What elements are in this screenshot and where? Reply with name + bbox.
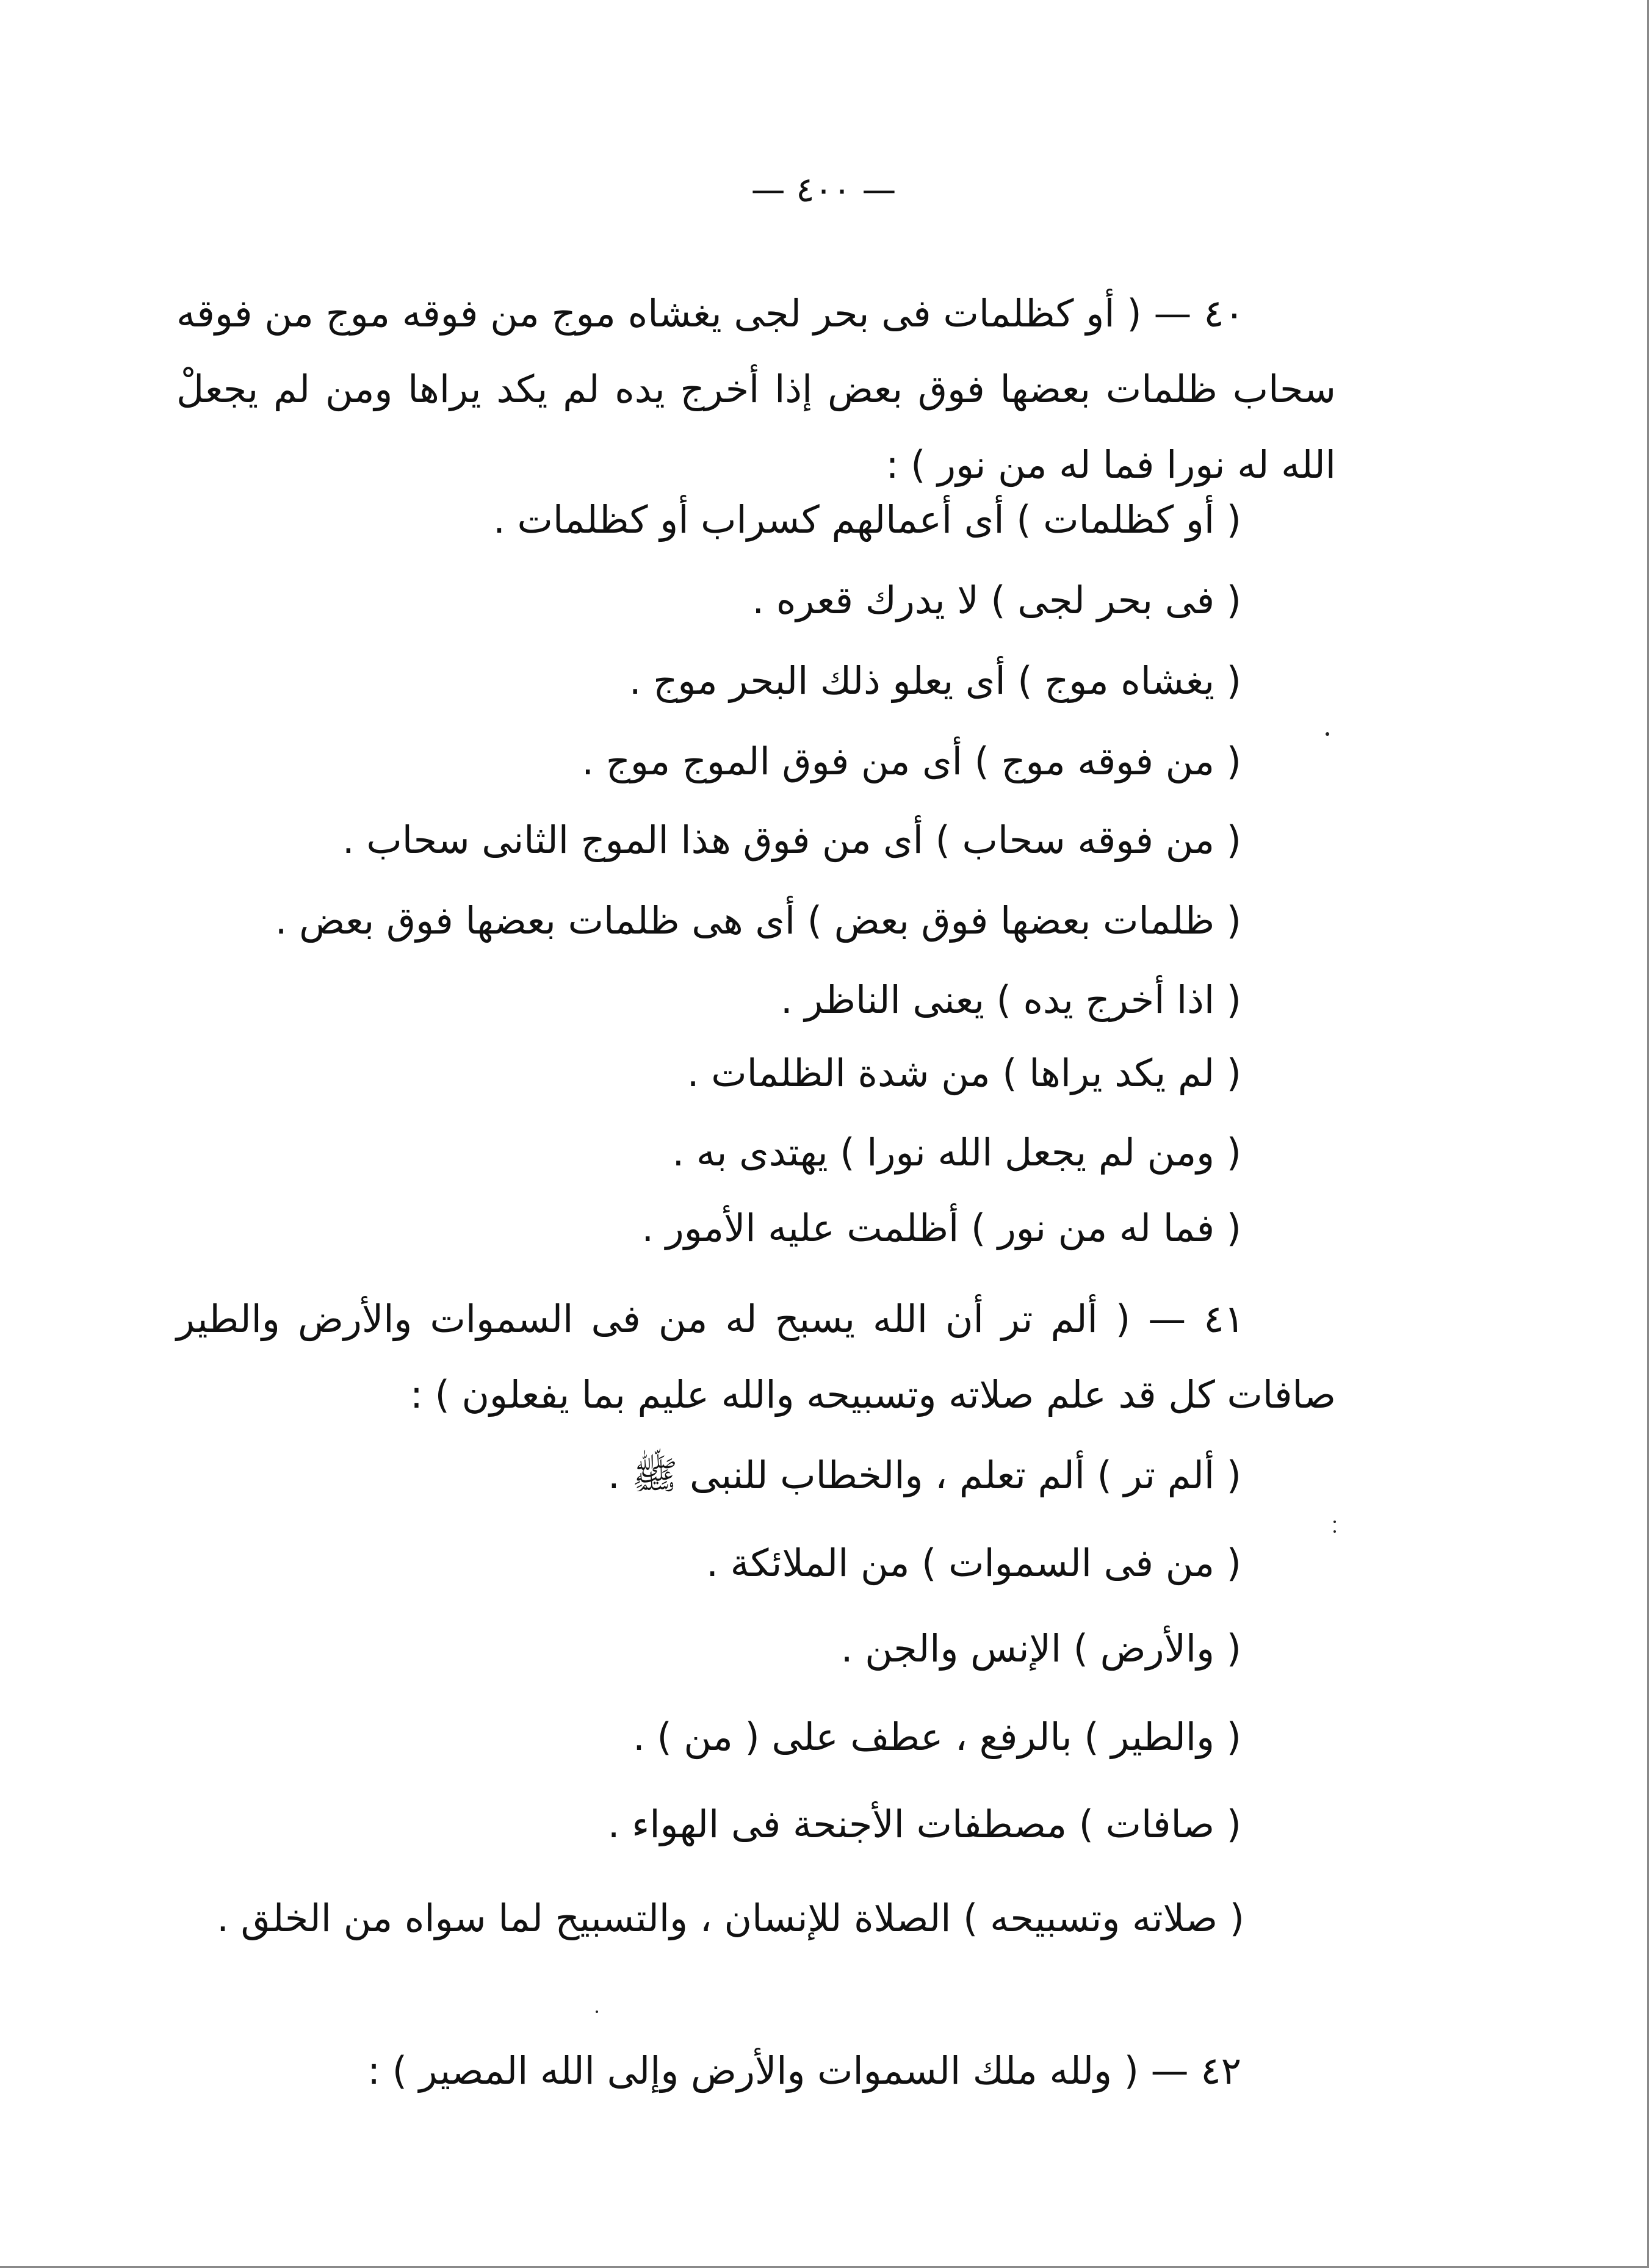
gloss-line: ( من فوقه موج ) أى من فوق الموج موج . <box>582 739 1241 783</box>
gloss-line: ( من فوقه سحاب ) أى من فوق هذا الموج الثانى سحاب . <box>342 818 1241 862</box>
gloss-line: ( من فى السموات ) من الملائكة . <box>706 1541 1241 1585</box>
gloss-line-wrapped: ( صلاته وتسبيحه ) الصلاة للإنسان ، والتسبيح لما سواه من الخلق . <box>217 1896 1244 1940</box>
verse-41: ٤١ — ( ألم تر أن الله يسبح له من فى السموات والأرض والطير صافات كل قد علم صلاته وتسبيحه والله عليم بما يفعلون ) : <box>176 1297 1336 1417</box>
gloss-line: ( ألم تر ) ألم تعلم ، والخطاب للنبى ﷺ . <box>608 1453 1241 1497</box>
gloss-line: ( لم يكد يراها ) من شدة الظلمات . <box>687 1051 1241 1095</box>
scan-speck <box>596 2011 598 2013</box>
verse-40: ٤٠ — ( أو كظلمات فى بحر لجى يغشاه موج من فوقه موج من فوقه سحاب ظلمات بعضها فوق بعض إذا أخرج يده لم يكد يراها ومن لم يجعلْ الله له نورا فما له من نور ) : <box>176 291 1336 487</box>
scan-speck <box>1326 732 1329 736</box>
gloss-line: ( يغشاه موج ) أى يعلو ذلك البحر موج . <box>629 658 1241 703</box>
scan-speck <box>1333 1521 1336 1523</box>
gloss-line: ( فى بحر لجى ) لا يدرك قعره . <box>752 578 1241 622</box>
gloss-line: ( والأرض ) الإنس والجن . <box>840 1626 1241 1671</box>
gloss-line: ( ومن لم يجعل الله نورا ) يهتدى به . <box>672 1130 1241 1175</box>
verse-42: ٤٢ — ( ولله ملك السموات والأرض وإلى الله المصير ) : <box>367 2048 1241 2093</box>
gloss-line: ( اذا أخرج يده ) يعنى الناظر . <box>781 977 1241 1022</box>
scan-speck <box>1333 1530 1336 1533</box>
gloss-line: ( فما له من نور ) أظلمت عليه الأمور . <box>641 1206 1241 1250</box>
gloss-line: ( صافات ) مصطفات الأجنحة فى الهواء . <box>607 1802 1241 1846</box>
gloss-line: ( أو كظلمات ) أى أعمالهم كسراب أو كظلمات . <box>493 497 1241 542</box>
page-number: — ٤٠٠ — <box>751 170 897 210</box>
gloss-line: ( والطير ) بالرفع ، عطف على ( من ) . <box>633 1715 1241 1759</box>
gloss-line: ( ظلمات بعضها فوق بعض ) أى هى ظلمات بعضها فوق بعض . <box>275 898 1241 943</box>
